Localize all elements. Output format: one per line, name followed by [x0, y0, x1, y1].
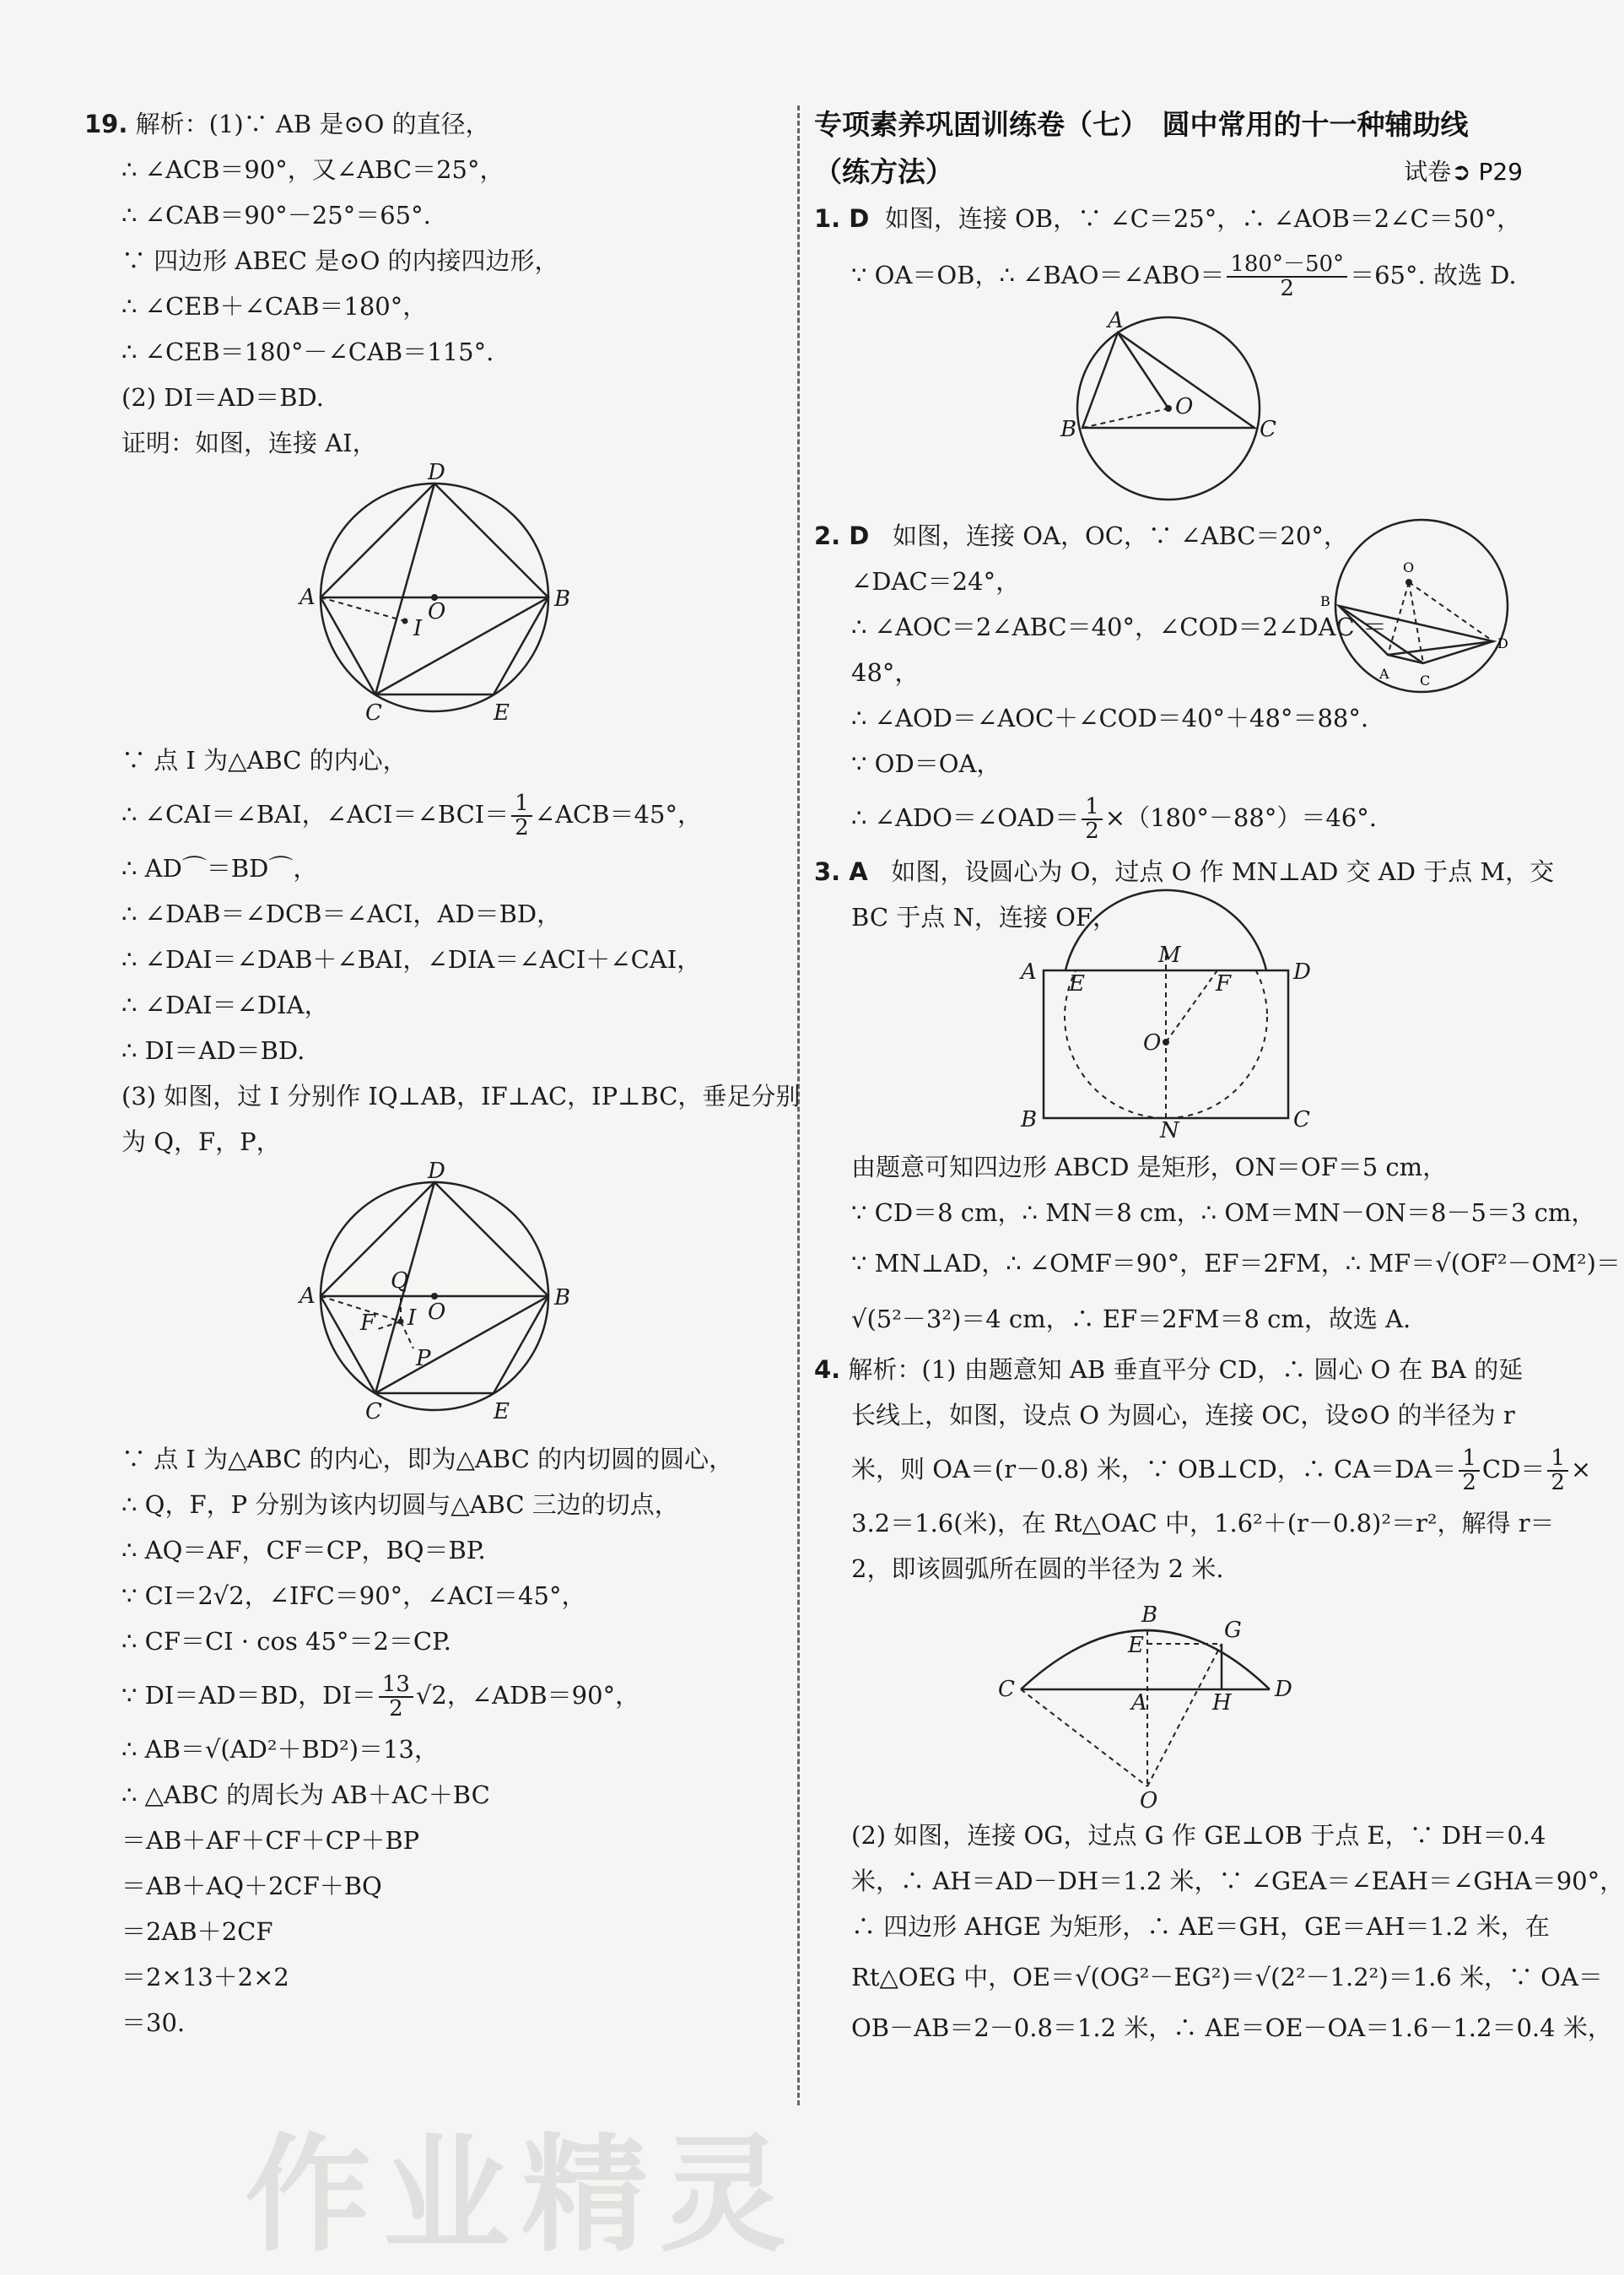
text-line: 米，∴ AH＝AD－DH＝1.2 米，∵ ∠GEA＝∠EAH＝∠GHA＝90°，: [851, 1867, 1624, 1895]
text-line: √(5²－3²)＝4 cm，∴ EF＝2FM＝8 cm，故选 A.: [851, 1305, 1411, 1333]
label-O: O: [1143, 1030, 1162, 1056]
text-line: ＝2AB＋2CF: [121, 1917, 273, 1946]
label-P: P: [416, 1346, 431, 1371]
text-line: ＝AB＋AF＋CF＋CP＋BP: [121, 1826, 420, 1855]
text-line: ∴ ∠CEB＋∠CAB＝180°，: [121, 292, 428, 321]
label-B: B: [1141, 1602, 1158, 1628]
q3-number: 3. A: [814, 857, 868, 886]
label-E: E: [1069, 971, 1085, 997]
figure-inscribed-pentagon: [283, 460, 586, 732]
fraction: [511, 792, 532, 840]
text-part: ×（180°－88°）＝46°.: [1104, 803, 1377, 832]
text-line: ∴ ∠AOC＝2∠ABC＝40°，∠COD＝2∠DAC ＝: [851, 613, 1387, 641]
text-line: OB－AB＝2－0.8＝1.2 米，∴ AE＝OE－OA＝1.6－1.2＝0.4 米，: [851, 2013, 1612, 2042]
text-line: ∴ ∠DAI＝∠DIA，: [121, 991, 329, 1019]
text-line-fraction: [814, 786, 1523, 849]
text-line: ∵ MN⊥AD，∴ ∠OMF＝90°，EF＝2FM，∴ MF＝√(OF²－OM²)＝: [851, 1249, 1621, 1278]
label-I: I: [413, 616, 423, 641]
fraction: [1459, 1447, 1480, 1495]
label-H: H: [1212, 1690, 1232, 1716]
label-C: C: [1293, 1107, 1310, 1132]
fraction: [1547, 1447, 1568, 1495]
text-line: ＝AB＋AQ＋2CF＋BQ: [121, 1872, 382, 1900]
label-N: N: [1160, 1118, 1179, 1143]
figure-q1-circle: [1042, 308, 1295, 508]
label-B: B: [1060, 417, 1077, 442]
frac-num: 1: [1459, 1447, 1480, 1472]
section-title: 专项素养巩固训练卷（七） 圆中常用的十一种辅助线: [814, 108, 1469, 141]
q2-number: 2. D: [814, 521, 870, 550]
q19-number: 19.: [84, 110, 128, 138]
text-part: 米，则 OA＝(r－0.8) 米，∵ OB⊥CD，∴ CA＝DA＝: [851, 1455, 1457, 1483]
text-line: ∴ △ABC 的周长为 AB＋AC＋BC: [121, 1781, 490, 1809]
text-line: 2，即该圆弧所在圆的半径为 2 米.: [851, 1554, 1224, 1583]
fraction: [1082, 793, 1103, 844]
text-line: ∵ CI＝2√2，∠IFC＝90°，∠ACI＝45°，: [121, 1581, 586, 1610]
frac-num: 1: [1547, 1447, 1568, 1472]
label-A: A: [1108, 308, 1124, 333]
label-A: A: [299, 1283, 316, 1309]
text-line: ∵ 四边形 ABEC 是⊙O 的内接四边形，: [121, 246, 559, 275]
label-F: F: [1216, 971, 1232, 997]
figure-incircle-tangents: [283, 1159, 586, 1431]
q4-line: [814, 1347, 1523, 1392]
frac-den: 2: [1551, 1470, 1565, 1495]
label-A: A: [1131, 1690, 1147, 1716]
frac-den: 2: [1085, 819, 1099, 844]
label-E: E: [494, 1399, 510, 1424]
text-part: 解析：(1) 由题意知 AB 垂直平分 CD，∴ 圆心 O 在 BA 的延: [848, 1355, 1524, 1384]
label-C: C: [1260, 417, 1276, 442]
label-A: A: [1021, 959, 1037, 985]
text-line: ∴ DI＝AD＝BD.: [121, 1036, 305, 1065]
text-line: ∴ ∠DAI＝∠DAB＋∠BAI，∠DIA＝∠ACI＋∠CAI，: [121, 945, 702, 974]
frac-num: 1: [1082, 796, 1103, 820]
text-line: ∴ AQ＝AF，CF＝CP，BQ＝BP.: [121, 1536, 486, 1564]
text-line: 48°，: [851, 658, 920, 687]
text-part: ∵ OA＝OB，∴ ∠BAO＝∠ABO＝: [851, 261, 1225, 289]
frac-den: 2: [1280, 276, 1294, 301]
text-line: ∴ 四边形 AHGE 为矩形，∴ AE＝GH，GE＝AH＝1.2 米，在: [851, 1912, 1550, 1941]
text-part: 如图，连接 OB，∵ ∠C＝25°，∴ ∠AOB＝2∠C＝50°，: [884, 204, 1522, 233]
label-A: A: [299, 585, 316, 610]
section-subtitle: （练方法）: [814, 155, 953, 188]
text-line: ∴ ∠DAB＝∠DCB＝∠ACI，AD＝BD，: [121, 900, 562, 928]
text-line: 长线上，如图，设点 O 为圆心，连接 OC，设⊙O 的半径为 r: [851, 1401, 1515, 1429]
label-E: E: [1128, 1633, 1144, 1658]
label-B: B: [1320, 593, 1330, 609]
text-line: ∴ ∠ACB＝90°，又∠ABC＝25°，: [121, 155, 504, 184]
label-D: D: [428, 460, 445, 485]
label-D: D: [428, 1159, 445, 1184]
label-O: O: [428, 1300, 446, 1325]
text-line: 为 Q，F，P，: [121, 1127, 281, 1156]
text-line: (3) 如图，过 I 分别作 IQ⊥AB，IF⊥AC，IP⊥BC，垂足分别: [121, 1082, 801, 1110]
text-line-fraction: [84, 783, 785, 846]
label-C: C: [365, 700, 382, 726]
label-D: D: [1275, 1677, 1292, 1702]
text-part: ∴ ∠CAI＝∠BAI，∠ACI＝∠BCI＝: [121, 800, 510, 829]
fraction: [379, 1673, 413, 1721]
text-line: ∴ Q，F，P 分别为该内切圆与△ABC 三边的切点，: [121, 1490, 679, 1519]
section-title-row2: [814, 149, 1523, 196]
text-line: 解析：(1)∵ AB 是⊙O 的直径，: [135, 110, 490, 138]
label-M: M: [1158, 943, 1181, 968]
label-B: B: [1021, 1107, 1038, 1132]
label-B: B: [554, 586, 571, 612]
text-line: ∵ OD＝OA，: [851, 749, 1001, 778]
text-part: ∵ DI＝AD＝BD，DI＝: [121, 1681, 376, 1710]
figure-q3-rectangle: [1008, 943, 1329, 1143]
label-D: D: [1497, 635, 1508, 651]
page-reference: 试卷➲ P29: [1404, 158, 1523, 186]
text-part: ×: [1570, 1455, 1592, 1483]
label-O: O: [1140, 1788, 1158, 1813]
text-line: ∴ CF＝CI · cos 45°＝2＝CP.: [121, 1627, 451, 1656]
q19-line: [84, 101, 785, 147]
text-line-fraction: [84, 1664, 785, 1727]
text-line: ∵ 点 I 为△ABC 的内心，即为△ABC 的内切圆的圆心，: [121, 1445, 734, 1473]
text-line: ∴ ∠AOD＝∠AOC＋∠COD＝40°＋48°＝88°.: [851, 704, 1369, 732]
text-line: Rt△OEG 中，OE＝√(OG²－EG²)＝√(2²－1.2²)＝1.6 米，∵ OA＝: [851, 1963, 1603, 1991]
label-A: A: [1379, 666, 1389, 682]
text-part: ∴ ∠ADO＝∠OAD＝: [851, 803, 1080, 832]
text-line: ∠DAC＝24°，: [851, 567, 1021, 596]
figure-q2-circle: [1320, 513, 1523, 716]
text-part: CD＝: [1481, 1455, 1546, 1483]
right-column: [814, 101, 1624, 2051]
frac-num: 180°－50°: [1227, 253, 1347, 278]
frac-den: 2: [389, 1696, 403, 1721]
text-line: 证明：如图，连接 AI，: [121, 429, 377, 457]
label-C: C: [998, 1677, 1015, 1702]
q3-line: [814, 849, 1555, 894]
fraction: [1227, 253, 1347, 301]
frac-num: 13: [379, 1673, 413, 1698]
text-line: ＝2×13＋2×2: [121, 1963, 289, 1991]
text-line: 由题意可知四边形 ABCD 是矩形，ON＝OF＝5 cm，: [851, 1153, 1448, 1181]
label-O: O: [1175, 394, 1194, 419]
text-part: 如图，连接 OA，OC，∵ ∠ABC＝20°，: [893, 521, 1348, 550]
text-part: 如图，设圆心为 O，过点 O 作 MN⊥AD 交 AD 于点 M，交: [891, 857, 1555, 886]
q1-number: 1. D: [814, 204, 870, 233]
label-G: G: [1224, 1618, 1242, 1643]
label-C: C: [365, 1399, 382, 1424]
text-line: 3.2＝1.6(米)，在 Rt△OAC 中，1.6²＋(r－0.8)²＝r²，解得 r＝: [851, 1509, 1555, 1537]
text-line: (2) 如图，连接 OG，过点 G 作 GE⊥OB 于点 E，∵ DH＝0.4: [851, 1821, 1546, 1850]
text-line: BC 于点 N，连接 OF，: [851, 903, 1117, 932]
frac-den: 2: [515, 815, 529, 840]
text-line-fraction: [814, 241, 1523, 309]
text-line: ∵ 点 I 为△ABC 的内心，: [121, 746, 407, 775]
label-O: O: [428, 599, 446, 624]
text-line: ∴ ∠CEB＝180°－∠CAB＝115°.: [121, 338, 494, 366]
q2-block: [814, 513, 1523, 849]
text-line: ∵ CD＝8 cm，∴ MN＝8 cm，∴ OM＝MN－ON＝8－5＝3 cm，: [851, 1198, 1596, 1227]
text-line: ∴ AB＝√(AD²＋BD²)＝13，: [121, 1735, 439, 1764]
watermark: 作业精灵: [245, 2122, 799, 2269]
frac-num: 1: [511, 792, 532, 817]
figure-q4-arc: [983, 1597, 1354, 1813]
label-D: D: [1293, 959, 1311, 985]
text-part: √2，∠ADB＝90°，: [415, 1681, 640, 1710]
q4-number: 4.: [814, 1355, 841, 1384]
label-I: I: [407, 1305, 417, 1331]
label-B: B: [554, 1285, 571, 1310]
label-F: F: [360, 1310, 376, 1336]
text-line: ＝30.: [121, 2008, 186, 2037]
label-Q: Q: [391, 1268, 409, 1294]
frac-den: 2: [1462, 1470, 1476, 1495]
text-line: (2) DI＝AD＝BD.: [121, 383, 324, 412]
text-line: ∴ ∠CAB＝90°－25°＝65°.: [121, 201, 431, 230]
label-C: C: [1420, 673, 1431, 689]
label-E: E: [494, 700, 510, 726]
label-O: O: [1403, 559, 1415, 576]
text-line-fraction: [814, 1438, 1592, 1500]
text-part: ＝65°. 故选 D.: [1350, 261, 1517, 289]
left-column: [84, 101, 801, 2045]
text-line: ∴ AD⌒＝BD⌒，: [121, 854, 318, 883]
q1-line: [814, 196, 1523, 241]
text-part: ∠ACB＝45°，: [534, 800, 702, 829]
